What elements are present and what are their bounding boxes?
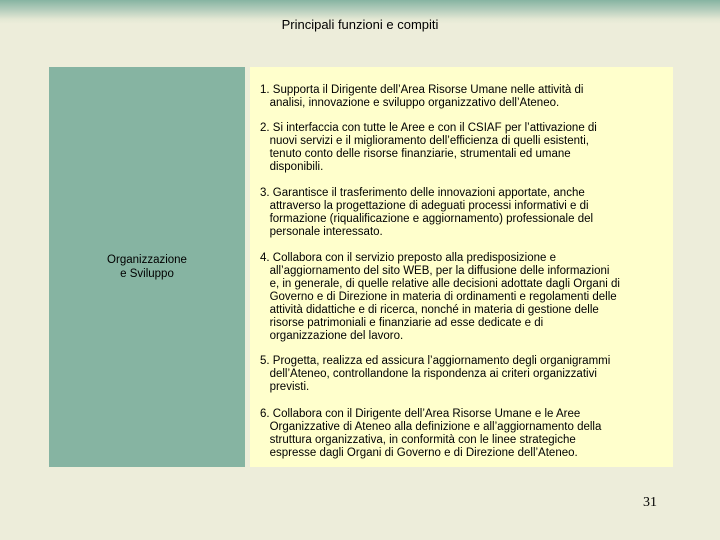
slide-title: Principali funzioni e compiti [281, 17, 439, 32]
area-name: Organizzazione e Sviluppo [107, 254, 187, 280]
task-item: 5. Progetta, realizza ed assicura l’aggiornamento degli organigrammi dell’Ateneo, controllandone la rispondenza ai criteri organizzativi previsti. [260, 355, 611, 393]
task-item: 4. Collabora con il servizio preposto alla predisposizione e all’aggiornamento del sito WEB, per la diffusione delle informazioni e, in generale, di quelle relative alle decisioni adottate dagli Organi di Governo e di Direzione in materia di ordinamenti e regolamenti delle attività didattiche e di ricerca, nonché in materia di gestione delle risorse patrimoniali e finanziarie ad esse dedicate e di organizzazione del lavoro. [260, 252, 620, 342]
task-item: 3. Garantisce il trasferimento delle innovazioni apportate, anche attraverso la progettazione di adeguati processi informativi e di formazione (riqualificazione e aggiornamento) professionale del personale interessato. [260, 187, 594, 238]
task-item: 1. Supporta il Dirigente dell’Area Risorse Umane nelle attività di analisi, innovazione e sviluppo organizzativo dell’Ateneo. [260, 84, 584, 109]
page-number: 31 [643, 495, 657, 510]
task-item: 6. Collabora con il Dirigente dell’Area Risorse Umane e le Aree Organizzative di Ateneo alla definizione e all’aggiornamento della struttura organizzativa, in conformità con le linee strategiche espresse dagli Organi di Governo e di Direzione dell’Ateneo. [260, 408, 602, 459]
task-item: 2. Si interfaccia con tutte le Aree e con il CSIAF per l’attivazione di nuovi servizi e il miglioramento dell’efficienza di quelli esistenti, tenuto conto delle risorse finanziarie, strumentali ed umane disponibili. [260, 122, 597, 173]
